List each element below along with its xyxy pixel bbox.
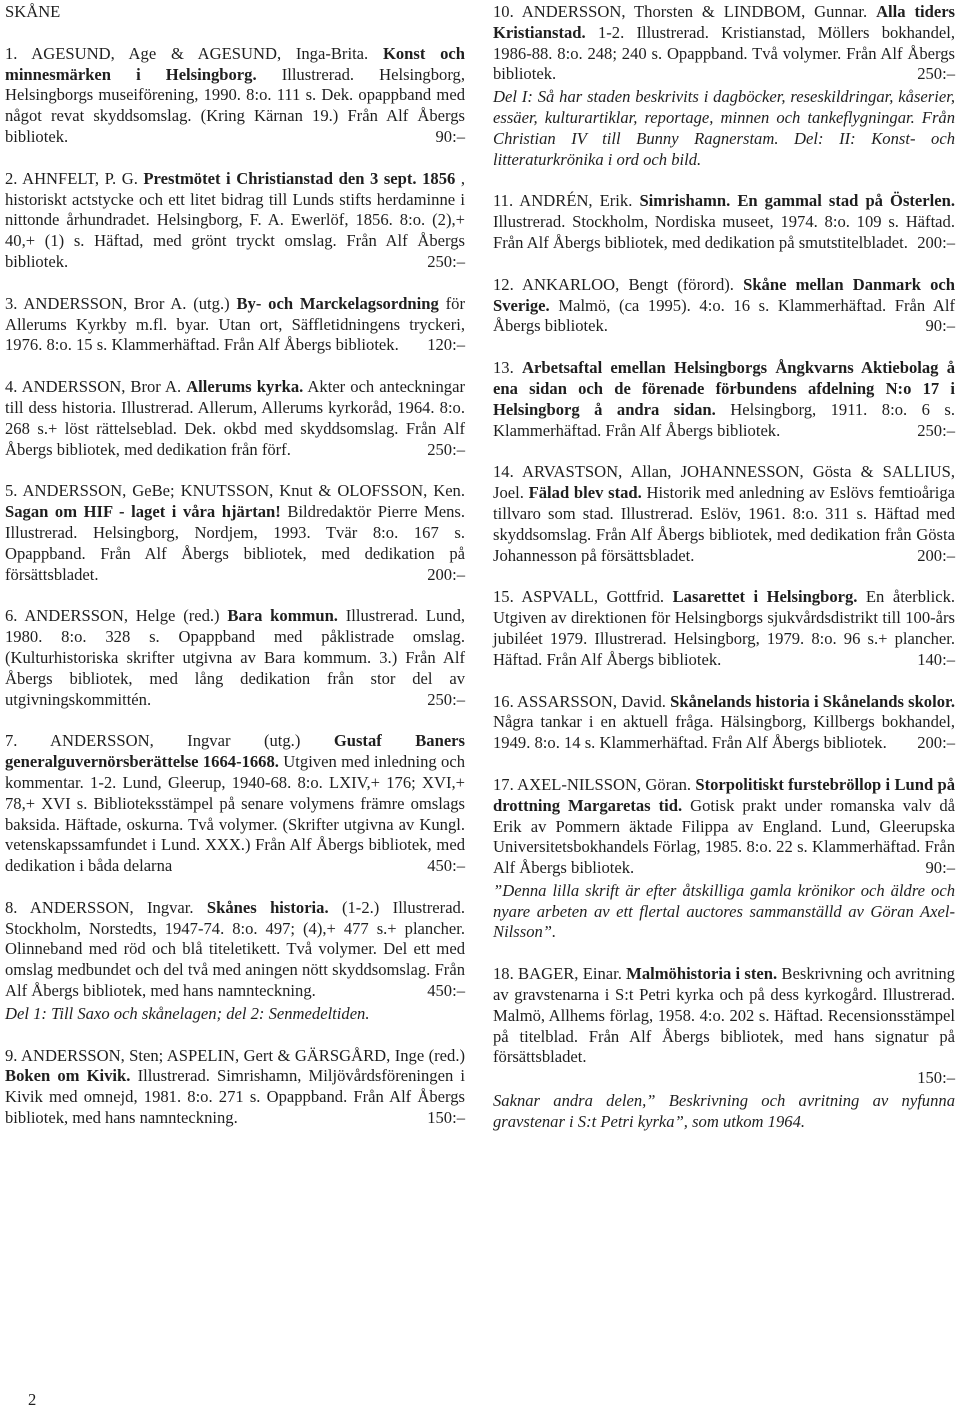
catalog-list-right <box>493 2 955 1133</box>
entry-details: (1-2.) Illustrerad. Stockholm, Norstedts, 1947-74. 8:o. 497; (4),+ 477 s.+ plancher. Olinneband med röd och blå titeletikett. Två volymer. Del ett med omslag medbundet och del två med aningen nött skyddsomslag. Från Alf Åbergs bibliotek, med hans namnteckning. <box>5 897 466 1001</box>
entry-number: 10. <box>493 2 514 21</box>
entry-details: Historik med anledning av Eslövs femtioåriga tillvaro som stad. Illustrerad. Eslöv, 1961. 8:o. 311 s. Häftad med skyddsomslag. Från Alf Åbergs bibliotek, med dedikation från Gösta Johannesson på försättsbladet. <box>493 483 955 565</box>
catalog-entry <box>493 587 955 670</box>
entry-note: Del I: Så har staden beskrivits i dagböcker, reseskildringar, kåserier, essäer, kulturartiklar, reportage, minnen och tankeflygningar. Från Christian IV till Bunny Ragnerstam. Del: II: Konst- och litteraturkrönika i ord och bild. <box>493 87 955 169</box>
entry-authors: ANDERSSON, Bror A. <box>21 377 182 397</box>
catalog-entry <box>5 898 465 1002</box>
entry-title: Skåne mellan Danmark och Sverige. <box>493 274 956 315</box>
entry-title: Allerums kyrka. <box>186 377 304 397</box>
entry-number: 14. <box>493 462 514 482</box>
entry-authors: AHNFELT, P. G. <box>22 168 138 188</box>
entry-title: Alla tiders Kristianstad. <box>493 2 956 42</box>
catalog-entry <box>493 692 955 754</box>
entry-authors: ANDERSSON, Sten; ASPELIN, Gert & GÄRSGÅRD, Inge (red.) <box>20 1045 466 1065</box>
section-title: SKÅNE <box>5 2 61 21</box>
catalog-entry <box>5 44 465 148</box>
entry-details: Utgiven med inledning och kommentar. 1-2. Lund, Gleerup, 1940-68. 8:o. LXIV,+ 176; XVI,+ 78,+ XVI s. Biblioteksstämpel på senare volymens främre omslags baksida. Häftade, oskurna. Två volymer. (Skrifter utgivna av Kungl. vetenskapssamfundet i Lund. XXX.) Från Alf Åbergs bibliotek, med dedikation i båda delarna <box>5 752 466 876</box>
entry-authors: ANDERSSON, Bror A. (utg.) <box>23 293 230 313</box>
entry-title: Bara kommun. <box>227 606 338 626</box>
entry-price: 200:– <box>917 545 955 565</box>
catalog-entry <box>493 462 955 566</box>
entry-title: Malmöhistoria i sten. <box>626 964 778 984</box>
entry-title: Fälad blev stad. <box>528 483 642 503</box>
entry-number: 9. <box>5 1045 18 1065</box>
entry-price: 250:– <box>427 689 465 709</box>
entry-details: En återblick. Utgiven av direktionen för Helsingborgs sjukvårdsdistrikt till 100-års jubiléet 1979. Illustrerad. Helsingborg, 1979. 8:o. 96 s.+ plancher. Häftad. Från Alf Åbergs bibliotek. <box>493 587 956 669</box>
entry-title: Sagan om HIF - laget i våra hjärtan! <box>5 502 281 522</box>
catalog-entry <box>5 606 465 710</box>
catalog-entry <box>5 481 465 585</box>
entry-number: 2. <box>5 168 18 188</box>
entry-authors: AXEL-NILSSON, Göran. <box>517 774 692 794</box>
entry-authors: ANDERSSON, Ingvar. <box>29 897 194 917</box>
entry-details: Gotisk prakt under romanska valv då Erik av Pommern äktade Filippa av England. Lund, Gleerupska Universitetsbokhandels Förlag, 1985. 8:o. 22 s. Klammerhäftad. Från Alf Åbergs bibliotek. <box>493 795 955 878</box>
entry-price: 140:– <box>917 649 955 669</box>
entry-note: Del 1: Till Saxo och skånelagen; del 2: Senmedeltiden. <box>5 1003 370 1023</box>
entry-price: 200:– <box>427 564 465 584</box>
entry-authors: ARVASTSON, Allan, JOHANNESSON, Gösta & SALLIUS, Joel. <box>493 462 955 503</box>
entry-title: Konst och minnesmärken i Helsingborg. <box>5 43 466 84</box>
entry-price: 250:– <box>427 439 465 459</box>
catalog-entry <box>5 169 465 273</box>
entry-title: Simrishamn. En gammal stad på Österlen. <box>639 191 956 211</box>
entry-number: 18. <box>493 964 514 984</box>
entry-title: Gustaf Baners generalguvernörsberättelse 1664-1668. <box>5 731 466 772</box>
entry-note: ”Denna lilla skrift är efter åtskilliga gamla krönikor och äldre och nyare arbeten av ett flertal auctores sammanställd av Göran Axel-Nilsson”. <box>493 880 955 942</box>
entry-number: 4. <box>5 377 18 397</box>
entry-authors: AGESUND, Age & AGESUND, Inga-Brita. <box>31 43 369 63</box>
left-column <box>5 2 465 1150</box>
entry-title: Boken om Kivik. <box>5 1066 131 1086</box>
entry-details: Helsingborg, 1911. 8:o. 6 s. Klammerhäftad. Från Alf Åbergs bibliotek. <box>493 399 955 440</box>
entry-number: 6. <box>5 606 18 626</box>
entry-details: Illustrerad. Stockholm, Nordiska museet, 1974. 8:o. 109 s. Häftad. Från Alf Åbergs bibliotek, med dedikation på smutstitelbladet. <box>493 212 955 252</box>
entry-title: Arbetsaftal emellan Helsingborgs Ångkvarns Aktiebolag å ena sidan och de förenade förbundens afdelning N:o 17 i Helsingborg å andra sidan. <box>493 358 955 419</box>
entry-title: Storpolitiskt furstebröllop i Lund på drottning Margaretas tid. <box>493 774 956 815</box>
catalog-entry <box>5 731 465 877</box>
catalog-entry <box>493 358 955 441</box>
entry-number: 13. <box>493 358 514 378</box>
entry-details: Malmö, (ca 1995). 4:o. 16 s. Klammerhäftad. Från Alf Åbergs bibliotek. <box>493 295 955 336</box>
entry-price: 120:– <box>427 335 465 355</box>
catalog-entry <box>493 2 955 85</box>
entry-price: 250:– <box>427 251 465 271</box>
entry-title: Skånelands historia i Skånelands skolor. <box>670 691 955 711</box>
catalog-entry <box>493 964 955 1089</box>
entry-authors: BAGER, Einar. <box>518 964 622 984</box>
entry-title: By- och Marckelagsordning <box>236 293 439 313</box>
entry-authors: ANDRÉN, Erik. <box>519 191 633 211</box>
entry-details: Några tankar i en aktuell fråga. Hälsingborg, Killbergs bokhandel, 1949. 8:o. 14 s. Klammerhäftad. Från Alf Åbergs bibliotek. <box>493 712 955 753</box>
entry-authors: ASSARSSON, David. <box>517 691 666 711</box>
entry-details: Illustrerad. Lund, 1980. 8:o. 328 s. Opappband med påklistrade omslag. (Kulturhistoriska skrifter utgivna av Bara kommum. 3.) Från Alf Åbergs bibliotek, med lång dedikation från stor del av utgivningskommittén. <box>5 606 466 709</box>
entry-authors: ANKARLOO, Bengt (förord). <box>522 274 734 294</box>
entry-title: Lasarettet i Helsingborg. <box>672 587 858 607</box>
catalog-entry <box>493 275 955 337</box>
entry-number: 11. <box>493 191 514 211</box>
entry-price: 90:– <box>435 126 465 146</box>
entry-details: Akter och anteckningar till dess historia. Illustrerad. Allerum, Allerums kyrkoråd, 1964. 8:o. 268 s.+ löst rättelseblad. Dek. okbd med skyddsomslag. Från Alf Åbergs bibliotek, med dedikation från förf. <box>5 377 465 459</box>
entry-number: 3. <box>5 293 18 313</box>
entry-price: 250:– <box>917 64 955 84</box>
entry-price: 150:– <box>917 1068 955 1088</box>
catalog-entry <box>5 294 465 356</box>
entry-note: Saknar andra delen,” Beskrivning och avritning av nyfunna gravstenar i S:t Petri kyrka”, som utkom 1964. <box>493 1091 955 1131</box>
entry-title: Skånes historia. <box>206 897 329 917</box>
catalog-entry <box>5 377 465 460</box>
entry-number: 8. <box>5 897 18 917</box>
entry-title: Prestmötet i Christianstad den 3 sept. 1856 <box>143 168 456 188</box>
page-number: 2 <box>28 1390 37 1409</box>
right-column <box>493 2 955 1154</box>
entry-authors: ASPVALL, Gottfrid. <box>521 587 665 607</box>
entry-number: 5. <box>5 481 18 501</box>
entry-price: 200:– <box>917 733 955 753</box>
entry-details: Illustrerad. Simrishamn, Miljövårdsföreningen i Kivik med omnejd, 1981. 8:o. 271 s. Opappband. Från Alf Åbergs bibliotek, med hans namnteckning. <box>5 1066 466 1128</box>
entry-number: 16. <box>493 691 514 711</box>
entry-price: 250:– <box>917 420 955 440</box>
entry-details: Bildredaktör Pierre Mens. Illustrerad. Helsingborg, Nordjem, 1993. Tvär 8:o. 167 s. Opappband. Från Alf Åbergs bibliotek, med dedikation på försättsbladet. <box>5 502 466 584</box>
catalog-entry <box>5 1046 465 1129</box>
entry-number: 7. <box>5 731 18 751</box>
catalog-list-left <box>5 44 465 1129</box>
entry-price: 90:– <box>925 858 955 878</box>
entry-details: 1-2. Illustrerad. Kristianstad, Möllers bokhandel, 1986-88. 8:o. 248; 240 s. Opappband. Två volymer. Från Alf Åbergs bibliotek. <box>493 22 955 84</box>
entry-price: 90:– <box>925 316 955 336</box>
entry-number: 15. <box>493 587 514 607</box>
entry-price: 450:– <box>427 981 465 1001</box>
entry-authors: ANDERSSON, GeBe; KNUTSSON, Knut & OLOFSSON, Ken. <box>22 481 466 501</box>
entry-details: , historiskt actstycke och ett litet bidrag till Lunds stifts herdaminne i nittonde århundradet. Helsingborg, F. A. Ewerlöf, 1856. 8:o. (2),+ 40,+ (1) s. Häftad, med grönt tryckt omslag. Från Alf Åbergs bibliotek. <box>5 168 466 271</box>
entry-details: Beskrivning och avritning av gravstenarna i S:t Petri kyrka och på dess kyrkogård. Illustrerad. Malmö, Allhems förlag, 1958. 4:o. 202 s. Häftad. Recensionsstämpel på titelblad. Från Alf Åbergs bibliotek, med hans signatur på försättsbladet. <box>493 964 955 1067</box>
entry-authors: ANDERSSON, Ingvar (utg.) <box>50 731 301 751</box>
entry-number: 12. <box>493 274 514 294</box>
entry-authors: ANDERSSON, Thorsten & LINDBOM, Gunnar. <box>521 2 868 21</box>
entry-price: 450:– <box>427 856 465 876</box>
entry-details: Illustrerad. Helsingborg, Helsingborgs museiförening, 1990. 8:o. 111 s. Dek. opappband med något revat skyddsomslag. (Kring Kärnan 19.) Från Alf Åbergs bibliotek. <box>5 64 465 146</box>
entry-price: 200:– <box>917 232 955 252</box>
entry-authors: ANDERSSON, Helge (red.) <box>24 606 220 626</box>
entry-number: 1. <box>5 43 18 63</box>
catalog-entry <box>493 775 955 879</box>
entry-price: 150:– <box>427 1108 465 1128</box>
entry-details: för Allerums Kyrkby m.fl. byar. Utan ort, Säffletidningens tryckeri, 1976. 8:o. 15 s. Klammerhäftad. Från Alf Åbergs bibliotek. <box>5 293 465 355</box>
catalog-entry <box>493 191 955 253</box>
entry-number: 17. <box>493 774 514 794</box>
